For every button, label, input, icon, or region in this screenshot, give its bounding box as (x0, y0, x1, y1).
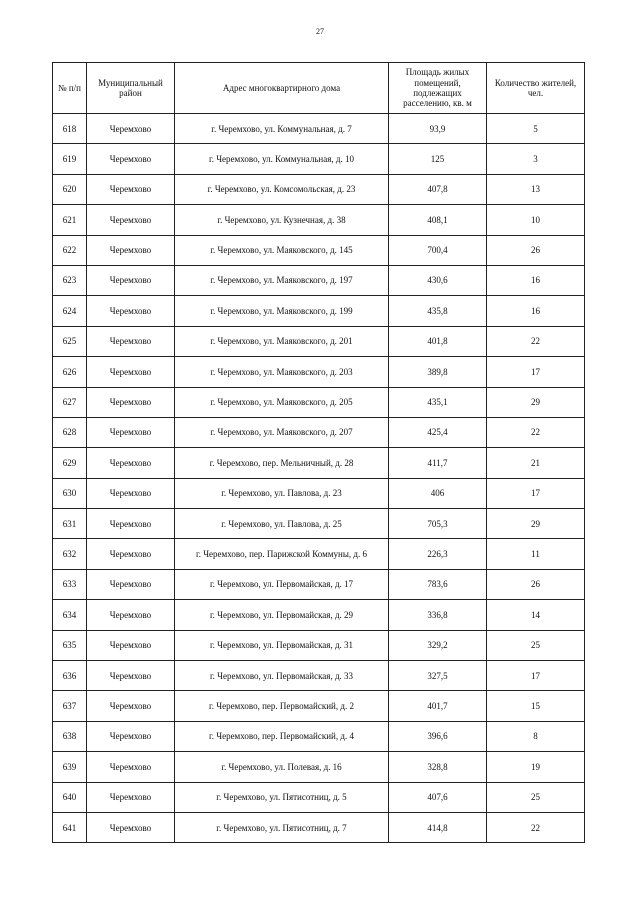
residents-cell: 5 (487, 114, 585, 144)
area-cell: 125 (389, 144, 487, 174)
residents-cell: 17 (487, 478, 585, 508)
address-cell: г. Черемхово, ул. Комсомольская, д. 23 (175, 174, 389, 204)
district-cell: Черемхово (87, 569, 175, 599)
residents-cell: 3 (487, 144, 585, 174)
header-district: Муниципальный район (87, 63, 175, 114)
address-cell: г. Черемхово, ул. Первомайская, д. 29 (175, 600, 389, 630)
table-row (53, 721, 585, 751)
residents-cell: 22 (487, 417, 585, 447)
address-cell: г. Черемхово, ул. Первомайская, д. 33 (175, 661, 389, 691)
district-cell: Черемхово (87, 296, 175, 326)
district-cell: Черемхово (87, 387, 175, 417)
district-cell: Черемхово (87, 661, 175, 691)
area-cell: 401,8 (389, 326, 487, 356)
table-body (53, 114, 585, 843)
area-cell: 93,9 (389, 114, 487, 144)
address-cell: г. Черемхово, ул. Маяковского, д. 203 (175, 357, 389, 387)
residents-cell: 19 (487, 752, 585, 782)
area-cell: 407,6 (389, 782, 487, 812)
residents-cell: 10 (487, 205, 585, 235)
residents-cell: 29 (487, 387, 585, 417)
residents-cell: 26 (487, 569, 585, 599)
address-cell: г. Черемхово, ул. Первомайская, д. 17 (175, 569, 389, 599)
area-cell: 700,4 (389, 235, 487, 265)
row-number-cell: 622 (53, 235, 87, 265)
address-cell: г. Черемхово, ул. Маяковского, д. 197 (175, 265, 389, 295)
row-number-cell: 618 (53, 114, 87, 144)
row-number-cell: 627 (53, 387, 87, 417)
residents-cell: 29 (487, 509, 585, 539)
area-cell: 329,2 (389, 630, 487, 660)
address-cell: г. Черемхово, пер. Мельничный, д. 28 (175, 448, 389, 478)
row-number-cell: 632 (53, 539, 87, 569)
row-number-cell: 637 (53, 691, 87, 721)
row-number-cell: 626 (53, 357, 87, 387)
table-row (53, 387, 585, 417)
district-cell: Черемхово (87, 448, 175, 478)
residents-cell: 13 (487, 174, 585, 204)
row-number-cell: 625 (53, 326, 87, 356)
district-cell: Черемхово (87, 174, 175, 204)
area-cell: 406 (389, 478, 487, 508)
header-residents: Количество жителей, чел. (487, 63, 585, 114)
header-area: Площадь жилых помещений, подлежащих расселению, кв. м (389, 63, 487, 114)
table-row (53, 205, 585, 235)
address-cell: г. Черемхово, пер. Первомайский, д. 4 (175, 721, 389, 751)
table-row (53, 417, 585, 447)
district-cell: Черемхово (87, 114, 175, 144)
area-cell: 411,7 (389, 448, 487, 478)
residents-cell: 14 (487, 600, 585, 630)
table-row (53, 812, 585, 842)
address-cell: г. Черемхово, ул. Коммунальная, д. 7 (175, 114, 389, 144)
row-number-cell: 638 (53, 721, 87, 751)
row-number-cell: 636 (53, 661, 87, 691)
table-row (53, 296, 585, 326)
district-cell: Черемхово (87, 144, 175, 174)
row-number-cell: 624 (53, 296, 87, 326)
address-cell: г. Черемхово, ул. Павлова, д. 25 (175, 509, 389, 539)
district-cell: Черемхово (87, 539, 175, 569)
area-cell: 389,8 (389, 357, 487, 387)
address-cell: г. Черемхово, ул. Павлова, д. 23 (175, 478, 389, 508)
district-cell: Черемхово (87, 478, 175, 508)
district-cell: Черемхово (87, 782, 175, 812)
address-cell: г. Черемхово, пер. Первомайский, д. 2 (175, 691, 389, 721)
row-number-cell: 633 (53, 569, 87, 599)
district-cell: Черемхово (87, 417, 175, 447)
row-number-cell: 630 (53, 478, 87, 508)
table-row (53, 448, 585, 478)
address-cell: г. Черемхово, пер. Парижской Коммуны, д. 6 (175, 539, 389, 569)
residents-cell: 17 (487, 357, 585, 387)
row-number-cell: 629 (53, 448, 87, 478)
area-cell: 396,6 (389, 721, 487, 751)
residents-cell: 15 (487, 691, 585, 721)
residents-cell: 22 (487, 812, 585, 842)
address-cell: г. Черемхово, ул. Маяковского, д. 205 (175, 387, 389, 417)
address-cell: г. Черемхово, ул. Пятисотниц, д. 5 (175, 782, 389, 812)
residents-cell: 25 (487, 782, 585, 812)
residents-cell: 17 (487, 661, 585, 691)
area-cell: 705,3 (389, 509, 487, 539)
header-row (53, 63, 585, 114)
address-cell: г. Черемхово, ул. Маяковского, д. 145 (175, 235, 389, 265)
district-cell: Черемхово (87, 357, 175, 387)
row-number-cell: 628 (53, 417, 87, 447)
address-cell: г. Черемхово, ул. Маяковского, д. 199 (175, 296, 389, 326)
table-row (53, 691, 585, 721)
address-cell: г. Черемхово, ул. Пятисотниц, д. 7 (175, 812, 389, 842)
area-cell: 435,1 (389, 387, 487, 417)
area-cell: 327,5 (389, 661, 487, 691)
area-cell: 328,8 (389, 752, 487, 782)
table-row (53, 174, 585, 204)
page-number: 27 (316, 27, 324, 36)
table-row (53, 326, 585, 356)
district-cell: Черемхово (87, 265, 175, 295)
residents-cell: 11 (487, 539, 585, 569)
table-row (53, 782, 585, 812)
address-cell: г. Черемхово, ул. Кузнечная, д. 38 (175, 205, 389, 235)
header-row-number: № п/п (53, 63, 87, 114)
district-cell: Черемхово (87, 509, 175, 539)
residents-cell: 8 (487, 721, 585, 751)
table-row (53, 600, 585, 630)
residents-cell: 22 (487, 326, 585, 356)
area-cell: 336,8 (389, 600, 487, 630)
district-cell: Черемхово (87, 752, 175, 782)
address-cell: г. Черемхово, ул. Маяковского, д. 201 (175, 326, 389, 356)
address-cell: г. Черемхово, ул. Полевая, д. 16 (175, 752, 389, 782)
housing-resettlement-table (52, 62, 585, 843)
row-number-cell: 619 (53, 144, 87, 174)
residents-cell: 21 (487, 448, 585, 478)
district-cell: Черемхово (87, 812, 175, 842)
district-cell: Черемхово (87, 235, 175, 265)
area-cell: 430,6 (389, 265, 487, 295)
table-header (53, 63, 585, 114)
row-number-cell: 620 (53, 174, 87, 204)
district-cell: Черемхово (87, 326, 175, 356)
table-row (53, 265, 585, 295)
table-row (53, 509, 585, 539)
table-row (53, 539, 585, 569)
table-row (53, 569, 585, 599)
area-cell: 414,8 (389, 812, 487, 842)
table-row (53, 752, 585, 782)
area-cell: 408,1 (389, 205, 487, 235)
area-cell: 226,3 (389, 539, 487, 569)
table-row (53, 661, 585, 691)
table-row (53, 630, 585, 660)
area-cell: 783,6 (389, 569, 487, 599)
district-cell: Черемхово (87, 691, 175, 721)
address-cell: г. Черемхово, ул. Коммунальная, д. 10 (175, 144, 389, 174)
area-cell: 425,4 (389, 417, 487, 447)
address-cell: г. Черемхово, ул. Первомайская, д. 31 (175, 630, 389, 660)
header-address: Адрес многоквартирного дома (175, 63, 389, 114)
row-number-cell: 634 (53, 600, 87, 630)
table-row (53, 357, 585, 387)
row-number-cell: 635 (53, 630, 87, 660)
table-row (53, 114, 585, 144)
row-number-cell: 641 (53, 812, 87, 842)
district-cell: Черемхово (87, 630, 175, 660)
address-cell: г. Черемхово, ул. Маяковского, д. 207 (175, 417, 389, 447)
row-number-cell: 640 (53, 782, 87, 812)
row-number-cell: 631 (53, 509, 87, 539)
district-cell: Черемхово (87, 600, 175, 630)
row-number-cell: 623 (53, 265, 87, 295)
district-cell: Черемхово (87, 205, 175, 235)
table-row (53, 235, 585, 265)
area-cell: 435,8 (389, 296, 487, 326)
row-number-cell: 621 (53, 205, 87, 235)
table-row (53, 144, 585, 174)
residents-cell: 16 (487, 296, 585, 326)
residents-cell: 25 (487, 630, 585, 660)
area-cell: 401,7 (389, 691, 487, 721)
district-cell: Черемхово (87, 721, 175, 751)
residents-cell: 26 (487, 235, 585, 265)
table-row (53, 478, 585, 508)
area-cell: 407,8 (389, 174, 487, 204)
residents-cell: 16 (487, 265, 585, 295)
row-number-cell: 639 (53, 752, 87, 782)
